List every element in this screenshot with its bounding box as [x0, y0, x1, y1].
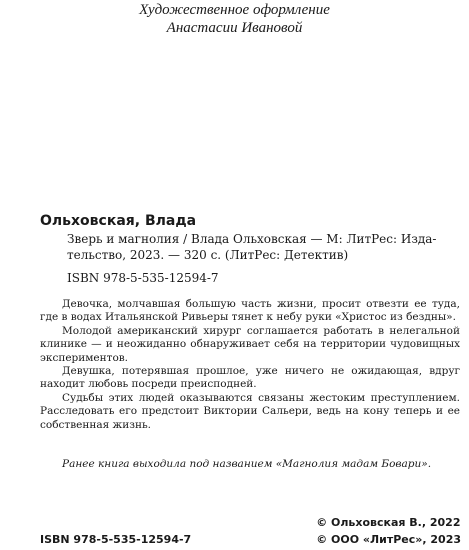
copyright-block	[316, 514, 461, 548]
abstract-paragraph: Судьбы этих людей оказываются связаны жестоким преступлением. Расследовать его предстоит Виктории Сальери, ведь на кону теперь и ее собственная жизнь.	[40, 391, 460, 431]
biblio-line-2: тельство, 2023. — 320 с. (ЛитРес: Детектив)	[67, 248, 349, 262]
book-abstract	[40, 298, 460, 432]
design-credit-line-2: Анастасии Ивановой	[166, 20, 303, 36]
abstract-paragraph: Молодой американский хирург соглашается работать в нелегальной клинике — и неожиданно обнаруживает себя на территории чудовищных экспериментов.	[40, 324, 460, 364]
earlier-title-note: Ранее книга выходила под названием «Магнолия мадам Бовари».	[62, 458, 432, 470]
catalog-author: Ольховская, Влада	[40, 213, 197, 229]
copyright-author: © Ольховская В., 2022	[316, 516, 461, 529]
abstract-paragraph: Девочка, молчавшая большую часть жизни, просит отвезти ее туда, где в водах Итальянской Ривьеры тянет к небу руки «Христос из бездны».	[40, 298, 460, 324]
catalog-isbn: ISBN 978-5-535-12594-7	[67, 271, 219, 285]
copyright-publisher: © ООО «ЛитРес», 2023	[316, 533, 461, 546]
abstract-paragraph: Девушка, потерявшая прошлое, уже ничего не ожидающая, вдруг находит любовь посреди преисподней.	[40, 365, 460, 391]
footer-isbn: ISBN 978-5-535-12594-7	[40, 533, 192, 546]
biblio-line-1: Зверь и магнолия / Влада Ольховская — М: ЛитРес: Изда-	[67, 232, 437, 246]
design-credit-line-1: Художественное оформление	[139, 2, 330, 18]
